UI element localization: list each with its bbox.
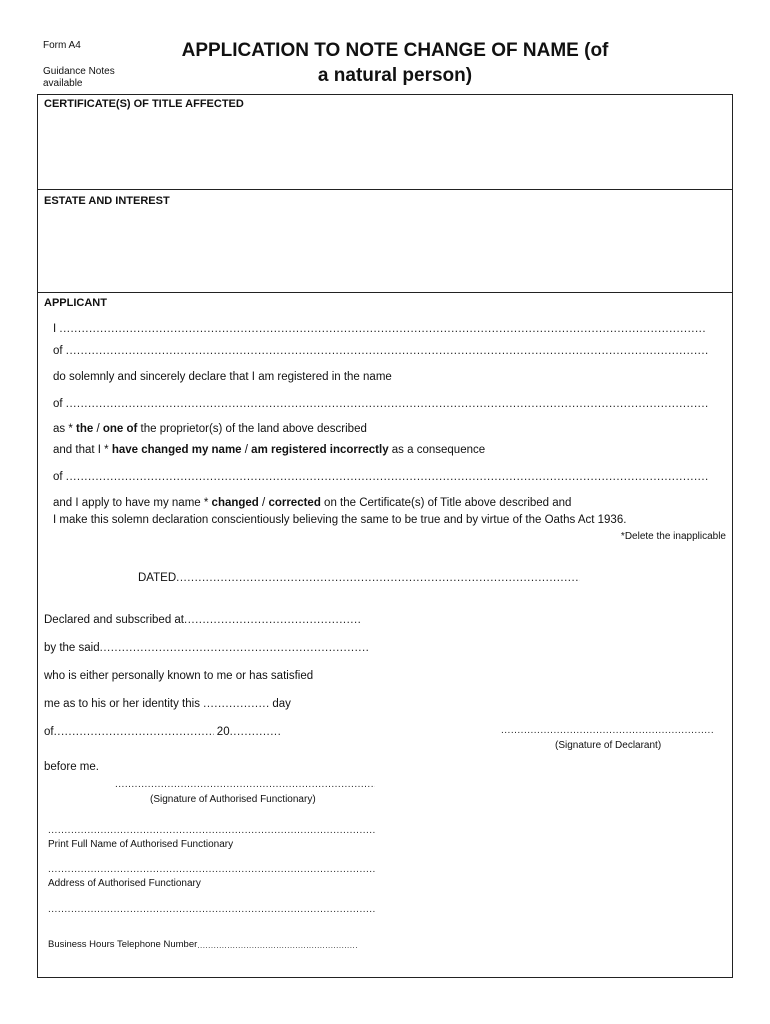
- known-text: who is either personally known to me or has satisfied: [44, 670, 314, 682]
- dated-line[interactable]: [138, 572, 588, 584]
- telephone-label: Business Hours Telephone Number: [48, 939, 198, 950]
- print-name-label: Print Full Name of Authorised Functionary: [48, 839, 234, 850]
- day-label: day: [272, 698, 291, 710]
- address-label: Address of Authorised Functionary: [48, 878, 201, 889]
- title-line2: a natural person): [317, 65, 473, 86]
- functionary-extra-line[interactable]: [48, 904, 376, 915]
- option-have-changed: have changed my name: [111, 444, 242, 456]
- declared-at-label: Declared and subscribed at: [44, 614, 184, 626]
- declare-text: do solemnly and sincerely declare that I am registered in the name: [53, 371, 392, 383]
- functionary-signature-line[interactable]: [115, 779, 375, 790]
- dotted-line: [66, 471, 708, 483]
- changed-name-line: and that I * have changed my name / am registered incorrectly as a consequence: [53, 444, 486, 456]
- year-dotted-line: [230, 726, 280, 738]
- dotted-line: [100, 642, 370, 654]
- form-number: Form A4: [43, 40, 81, 51]
- guidance-notes-line2: available: [43, 78, 83, 89]
- by-the-said-line[interactable]: [44, 642, 374, 654]
- telephone-line[interactable]: [48, 939, 378, 950]
- option-corrected: corrected: [268, 497, 321, 509]
- section-divider-2: [37, 292, 733, 293]
- option-changed: changed: [211, 497, 259, 509]
- date-line[interactable]: [44, 726, 280, 738]
- option-one-of: one of: [102, 423, 138, 435]
- applicant-address-line[interactable]: [53, 345, 713, 357]
- i-label: I: [53, 323, 57, 335]
- declarant-signature-line[interactable]: [501, 725, 713, 736]
- certificates-field[interactable]: [40, 114, 730, 186]
- apply-line: and I apply to have my name * changed / corrected on the Certificate(s) of Title above described and: [53, 497, 572, 509]
- solemn-text: I make this solemn declaration conscientiously believing the same to be true and by virtue of the Oaths Act 1936.: [53, 514, 627, 526]
- registered-name-line[interactable]: [53, 398, 713, 410]
- applicant-label: APPLICANT: [44, 297, 107, 309]
- declared-at-line[interactable]: [44, 614, 374, 626]
- dotted-line: [176, 572, 580, 584]
- of-label: of: [53, 471, 63, 483]
- dotted-line: [197, 941, 357, 950]
- proprietor-line: as * the / one of the proprietor(s) of the land above described: [53, 423, 367, 435]
- estate-field[interactable]: [40, 210, 730, 288]
- day-dotted-line: [203, 698, 269, 710]
- dated-label: DATED: [138, 572, 177, 584]
- dotted-line: [59, 323, 705, 335]
- option-the: the: [76, 423, 94, 435]
- month-dotted-line: [54, 726, 214, 738]
- before-me-text: before me.: [44, 761, 99, 773]
- of-label: of: [44, 726, 54, 738]
- guidance-notes-line1: Guidance Notes: [43, 66, 115, 77]
- dotted-line: [66, 398, 708, 410]
- identity-line[interactable]: [44, 698, 291, 710]
- dotted-line: [184, 614, 360, 626]
- certificates-label: CERTIFICATE(S) OF TITLE AFFECTED: [44, 98, 244, 110]
- new-name-line[interactable]: [53, 471, 713, 483]
- of-label: of: [53, 345, 63, 357]
- estate-label: ESTATE AND INTEREST: [44, 195, 170, 207]
- identity-label: me as to his or her identity this: [44, 698, 200, 710]
- delete-note: *Delete the inapplicable: [620, 531, 726, 542]
- applicant-name-line[interactable]: [53, 323, 713, 335]
- section-divider-1: [37, 189, 733, 190]
- option-registered-incorrectly: am registered incorrectly: [251, 444, 389, 456]
- dotted-line: [66, 345, 708, 357]
- declarant-signature-label: (Signature of Declarant): [555, 740, 662, 751]
- by-the-said-label: by the said: [44, 642, 100, 654]
- title-line1: APPLICATION TO NOTE CHANGE OF NAME (of: [181, 40, 609, 61]
- functionary-name-line[interactable]: [48, 825, 376, 836]
- functionary-address-line[interactable]: [48, 864, 376, 875]
- year-label: 20: [216, 726, 230, 738]
- page-title: [135, 38, 655, 88]
- functionary-signature-label: (Signature of Authorised Functionary): [150, 794, 316, 805]
- of-label: of: [53, 398, 63, 410]
